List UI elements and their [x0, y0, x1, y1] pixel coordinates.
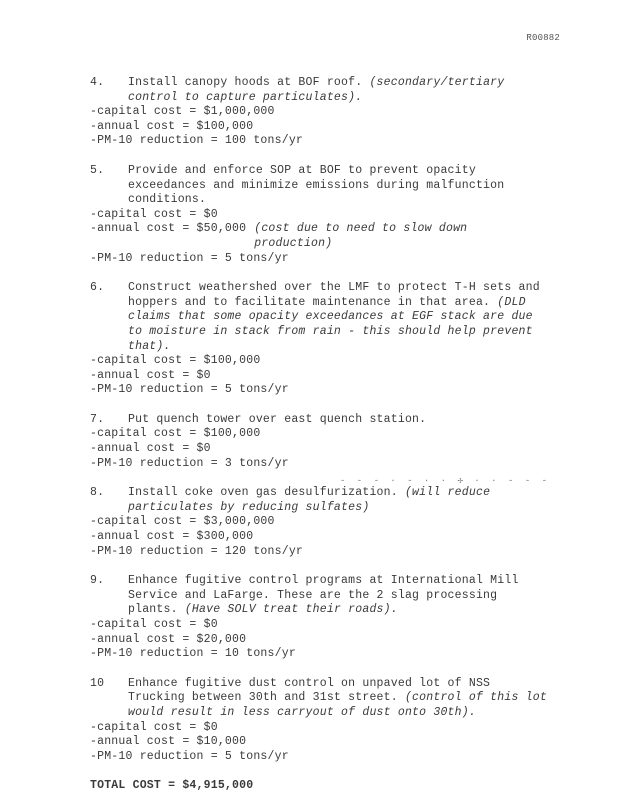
control-measures-list — [90, 76, 550, 794]
measure-item — [90, 486, 550, 559]
capital-cost: -capital cost = $0 — [90, 720, 218, 734]
item-description: Provide and enforce SOP at BOF to prevent opacity exceedances and minimize emissions during malfunction conditions. — [128, 163, 505, 207]
document-id: R00882 — [526, 33, 560, 43]
item-description: Enhance fugitive control programs at International Mill Service and LaFarge. These are the 2 slag processing plants. — [128, 574, 519, 617]
pm10-reduction: -PM-10 reduction = 100 tons/yr — [90, 134, 304, 148]
pm10-reduction: -PM-10 reduction = 3 tons/yr — [90, 456, 289, 470]
annual-cost: -annual cost = $20,000 — [90, 632, 247, 646]
item-number: 4. — [90, 76, 105, 89]
item-description: Put quench tower over east quench station. — [128, 412, 427, 426]
item-number: 10 — [90, 676, 105, 690]
item-number: 5. — [90, 163, 105, 177]
item-description: Enhance fugitive dust control on unpaved lot of NSS Trucking between 30th and 31st street. — [128, 676, 491, 705]
item-note: (DLD claims that some opacity exceedances at EGF stack are due to moisture in stack from rain - this should help prevent that). — [128, 295, 533, 353]
annual-cost: -annual cost = $10,000 — [90, 735, 247, 749]
pm10-reduction: -PM-10 reduction = 5 tons/yr — [90, 251, 289, 265]
capital-cost: -capital cost = $100,000 — [90, 354, 261, 368]
measure-item — [90, 574, 550, 662]
item-number: 8. — [90, 486, 105, 500]
pm10-reduction: -PM-10 reduction = 10 tons/yr — [90, 647, 296, 661]
item-number: 9. — [90, 574, 105, 588]
item-description: Install canopy hoods at BOF roof. — [128, 76, 363, 89]
measure-item — [90, 413, 550, 471]
item-description: Install coke oven gas desulfurization. — [128, 486, 398, 500]
pm10-reduction: -PM-10 reduction = 5 tons/yr — [90, 383, 289, 397]
measure-item — [90, 281, 550, 398]
item-number: 7. — [90, 412, 105, 426]
measure-item — [90, 76, 550, 149]
item-note: (Have SOLV treat their roads). — [184, 603, 398, 617]
pm10-reduction: -PM-10 reduction = 5 tons/yr — [90, 749, 289, 763]
annual-cost: -annual cost = $0 — [90, 368, 211, 382]
capital-cost: -capital cost = $3,000,000 — [90, 515, 275, 529]
capital-cost: -capital cost = $100,000 — [90, 427, 261, 441]
capital-cost: -capital cost = $1,000,000 — [90, 105, 275, 119]
pm10-reduction: -PM-10 reduction = 120 tons/yr — [90, 544, 304, 558]
measure-item — [90, 677, 550, 765]
item-note: (will reduce particulates by reducing sulfates) — [128, 486, 491, 514]
annual-cost: -annual cost = $0 — [90, 442, 211, 456]
item-description: Construct weathershed over the LMF to protect T-H sets and hoppers and to facilitate maintenance in that area. — [128, 281, 540, 309]
measure-item — [90, 164, 550, 266]
item-note: (secondary/tertiary control to capture particulates). — [128, 76, 505, 104]
capital-cost: -capital cost = $0 — [90, 207, 218, 221]
annual-cost: -annual cost = $300,000 — [90, 530, 254, 544]
total-cost: TOTAL COST = $4,915,000 — [90, 779, 254, 793]
annual-cost: -annual cost = $100,000 — [90, 119, 254, 133]
item-note: (control of this lot would result in less carryout of dust onto 30th). — [128, 691, 547, 719]
item-number: 6. — [90, 281, 105, 295]
capital-cost: -capital cost = $0 — [90, 618, 218, 631]
handwritten-mark: - - - ∙ - ∙ ∙ ✢ ∙ ∙ - - - — [340, 476, 551, 486]
annual-cost-note: (cost due to need to slow down production) — [254, 222, 468, 250]
annual-cost: -annual cost = $50,000 — [90, 222, 247, 236]
